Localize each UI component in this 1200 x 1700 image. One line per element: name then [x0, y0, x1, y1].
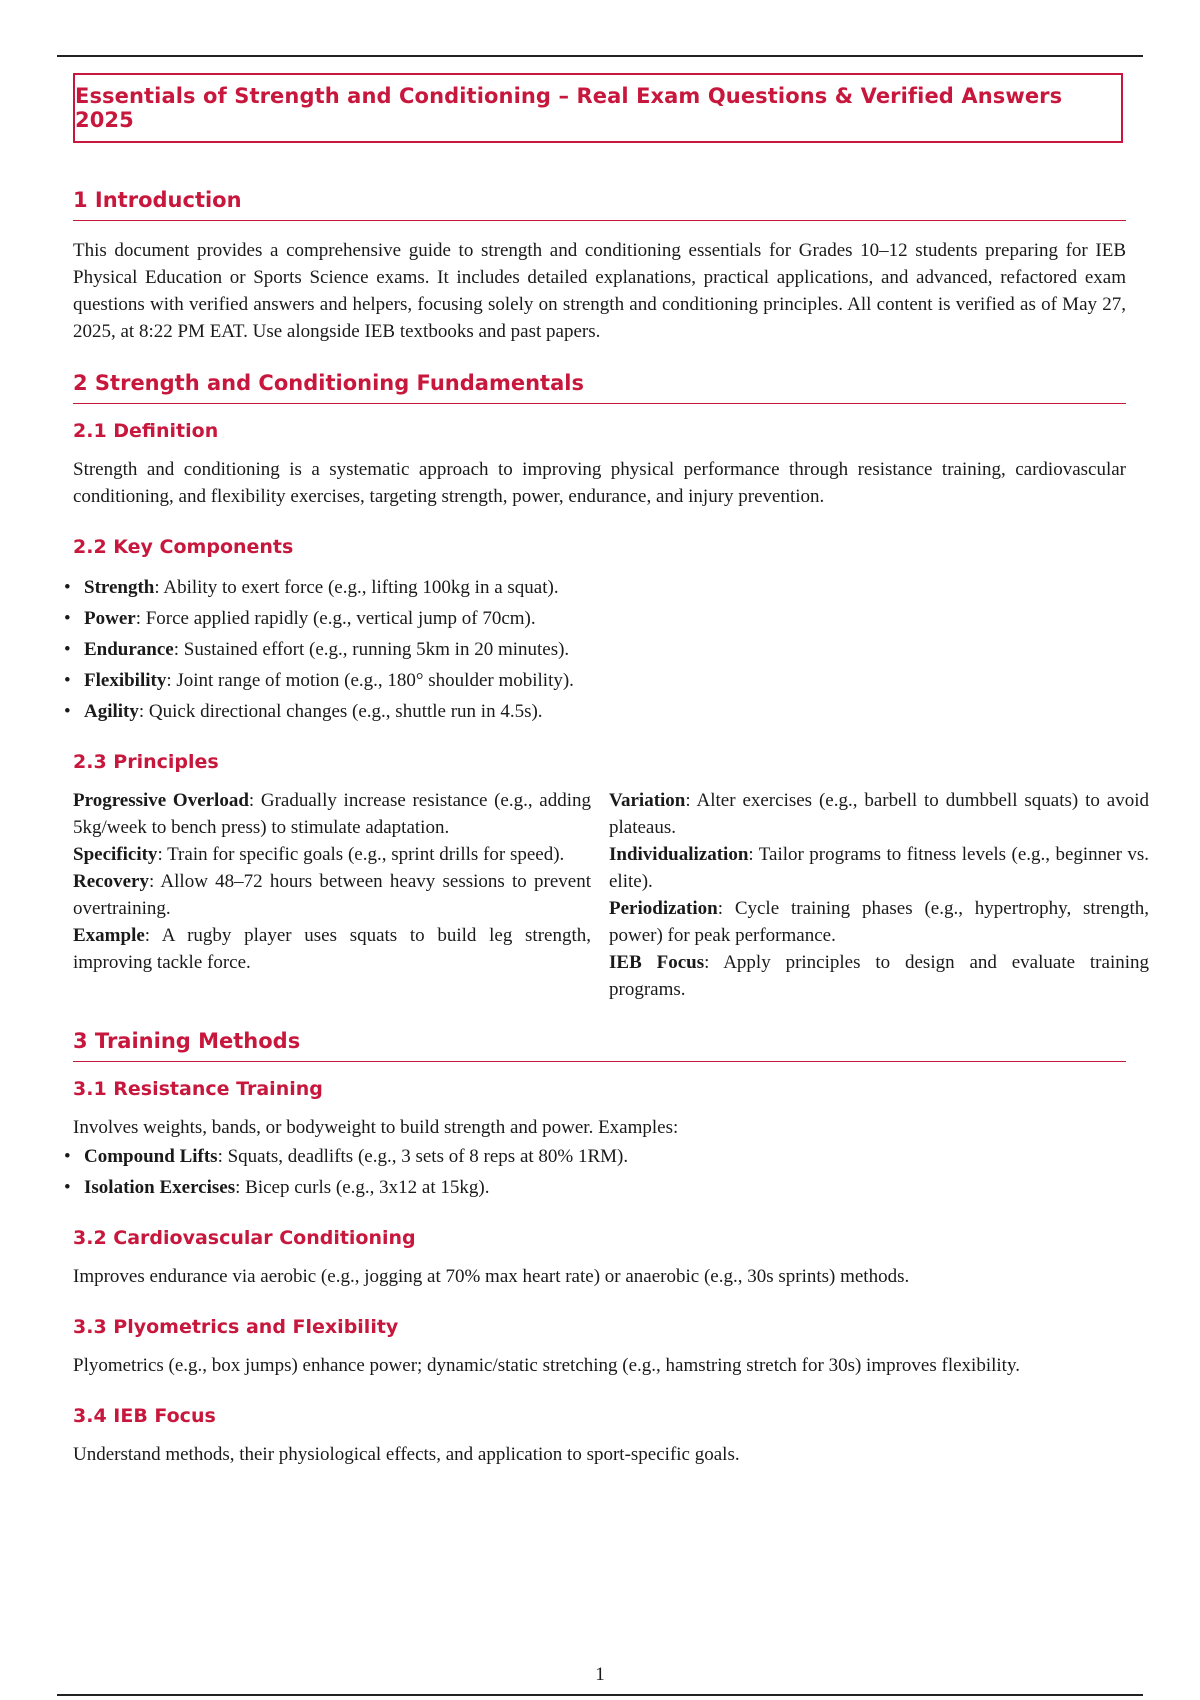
list-item-term: Power	[84, 608, 136, 629]
principle-text: : Tailor programs to fitness levels (e.g., beginner vs. elite).	[609, 844, 1149, 892]
plyometrics-paragraph: Plyometrics (e.g., box jumps) enhance power; dynamic/static stretching (e.g., hamstring stretch for 30s) improves flexibility.	[73, 1355, 1020, 1376]
resistance-intro: Involves weights, bands, or bodyweight to build strength and power. Examples:	[73, 1117, 679, 1138]
principle-term: Individualization	[609, 844, 749, 865]
document-body	[73, 188, 1149, 1468]
list-item-text: : Bicep curls (e.g., 3x12 at 15kg).	[235, 1177, 490, 1198]
page-number: 1	[595, 1664, 605, 1685]
list-item-term: Strength	[84, 577, 155, 598]
section-heading-fundamentals: 2 Strength and Conditioning Fundamentals	[73, 371, 1126, 404]
bottom-rule	[57, 1694, 1143, 1696]
principle-term: IEB Focus	[609, 952, 705, 973]
list-item-term: Endurance	[84, 639, 174, 660]
title-box	[73, 73, 1123, 143]
cardio-paragraph: Improves endurance via aerobic (e.g., jogging at 70% max heart rate) or anaerobic (e.g., 30s sprints) methods.	[73, 1266, 910, 1287]
principle-text: : Allow 48–72 hours between heavy sessions to prevent overtraining.	[73, 871, 591, 919]
principle-term: Specificity	[73, 844, 158, 865]
list-item	[73, 1172, 1126, 1203]
resistance-examples-list	[73, 1141, 1126, 1203]
principle-term: Recovery	[73, 871, 149, 892]
subsection-heading-plyometrics: 3.3 Plyometrics and Flexibility	[73, 1316, 399, 1338]
list-item-term: Compound Lifts	[84, 1146, 218, 1167]
principle-item	[73, 922, 591, 976]
principles-grid	[73, 787, 1149, 1003]
principle-item	[73, 787, 591, 841]
subsection-heading-cardio: 3.2 Cardiovascular Conditioning	[73, 1227, 416, 1249]
list-item-text: : Squats, deadlifts (e.g., 3 sets of 8 reps at 80% 1RM).	[217, 1146, 629, 1167]
principles-right-column	[609, 787, 1149, 1003]
list-item-term: Agility	[84, 701, 139, 722]
subsection-heading-resistance-training: 3.1 Resistance Training	[73, 1078, 323, 1100]
principle-term: Example	[73, 925, 145, 946]
principle-text: : Train for specific goals (e.g., sprint drills for speed).	[157, 844, 565, 865]
principle-text: : A rugby player uses squats to build leg strength, improving tackle force.	[73, 925, 591, 973]
subsection-heading-principles: 2.3 Principles	[73, 751, 219, 773]
document-title: Essentials of Strength and Conditioning – Real Exam Questions & Verified Answers 2025	[75, 84, 1063, 132]
key-components-list	[73, 572, 1126, 727]
list-item	[73, 665, 1126, 696]
principle-text: : Apply principles to design and evaluate training programs.	[609, 952, 1149, 1000]
ieb-focus-paragraph: Understand methods, their physiological effects, and application to sport-specific goals.	[73, 1444, 740, 1465]
principle-text: : Alter exercises (e.g., barbell to dumbbell squats) to avoid plateaus.	[609, 790, 1149, 838]
section-heading-introduction: 1 Introduction	[73, 188, 1126, 221]
list-item-term: Flexibility	[84, 670, 167, 691]
list-item-text: : Sustained effort (e.g., running 5km in 20 minutes).	[173, 639, 570, 660]
principle-term: Variation	[609, 790, 686, 811]
list-item-text: : Force applied rapidly (e.g., vertical jump of 70cm).	[135, 608, 536, 629]
list-item	[73, 634, 1126, 665]
principle-item	[73, 841, 591, 868]
subsection-heading-ieb-focus: 3.4 IEB Focus	[73, 1405, 216, 1427]
top-rule	[57, 55, 1143, 57]
list-item-term: Isolation Exercises	[84, 1177, 236, 1198]
principle-item	[609, 787, 1149, 841]
definition-paragraph: Strength and conditioning is a systematic approach to improving physical performance through resistance training, cardiovascular conditioning, and flexibility exercises, targeting strength, power, endurance, and injury prevention.	[73, 459, 1126, 507]
principle-text: : Gradually increase resistance (e.g., adding 5kg/week to bench press) to stimulate adaptation.	[73, 790, 591, 838]
list-item-text: : Joint range of motion (e.g., 180° shoulder mobility).	[166, 670, 574, 691]
section-heading-training-methods: 3 Training Methods	[73, 1029, 1126, 1062]
list-item	[73, 696, 1126, 727]
principle-item	[609, 841, 1149, 895]
list-item-text: : Quick directional changes (e.g., shuttle run in 4.5s).	[138, 701, 543, 722]
subsection-heading-definition: 2.1 Definition	[73, 420, 219, 442]
list-item	[73, 603, 1126, 634]
principles-left-column	[73, 787, 591, 1003]
list-item-text: : Ability to exert force (e.g., lifting 100kg in a squat).	[154, 577, 559, 598]
principle-item	[609, 949, 1149, 1003]
principle-term: Progressive Overload	[73, 790, 249, 811]
principle-item	[609, 895, 1149, 949]
list-item	[73, 572, 1126, 603]
introduction-paragraph: This document provides a comprehensive guide to strength and conditioning essentials for Grades 10–12 students preparing for IEB Physical Education or Sports Science exams. It includes detailed explanations, practical applications, and advanced, refactored exam questions with verified answers and helpers, focusing solely on strength and conditioning principles. All content is verified as of May 27, 2025, at 8:22 PM EAT. Use alongside IEB textbooks and past papers.	[73, 240, 1126, 342]
list-item	[73, 1141, 1126, 1172]
principle-term: Periodization	[609, 898, 718, 919]
principle-item	[73, 868, 591, 922]
principle-text: : Cycle training phases (e.g., hypertrophy, strength, power) for peak performance.	[609, 898, 1149, 946]
subsection-heading-key-components: 2.2 Key Components	[73, 536, 294, 558]
